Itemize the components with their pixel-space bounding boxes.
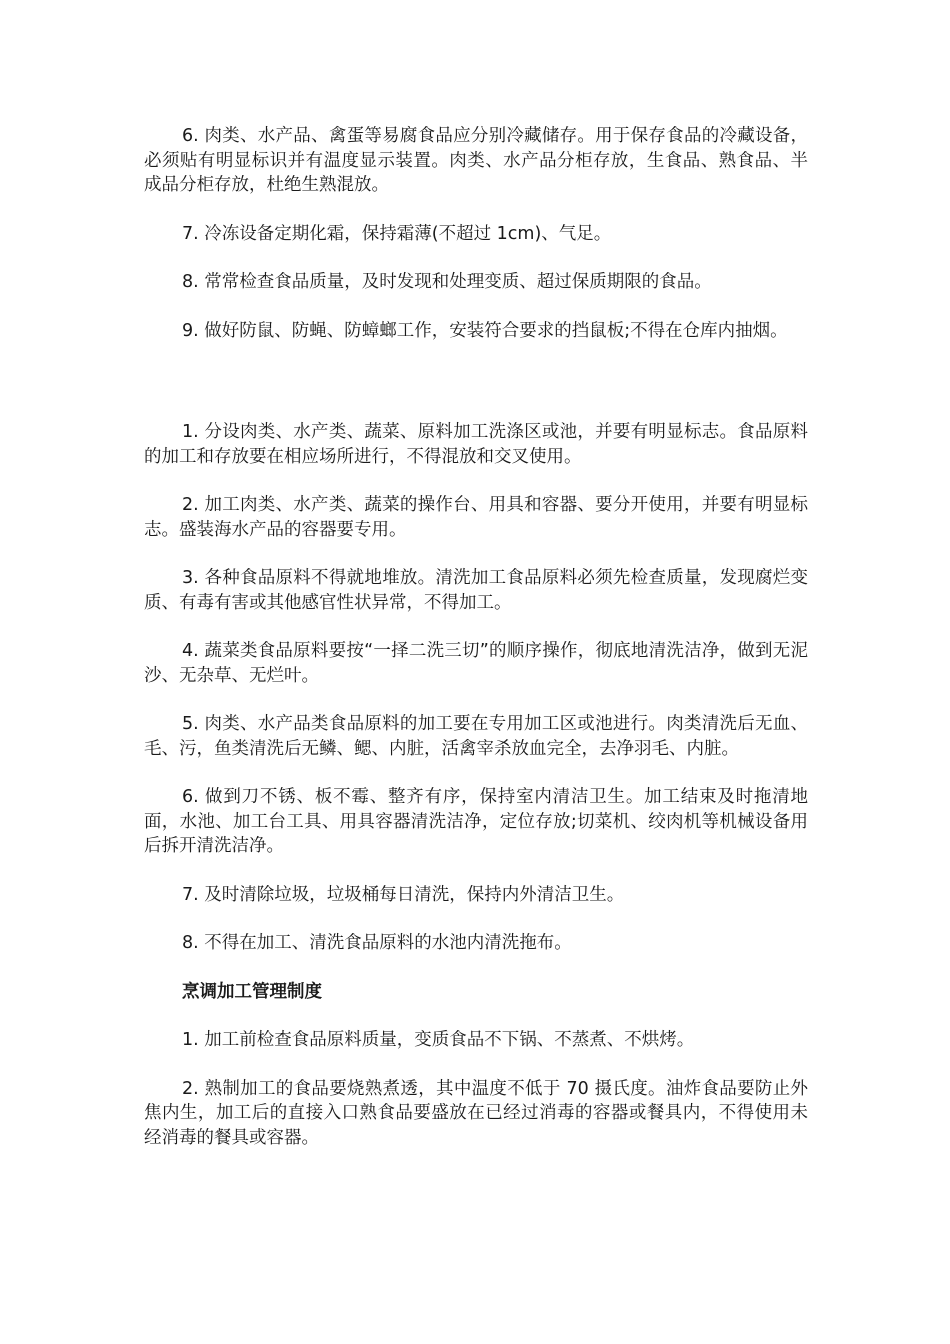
processing-item-2: 2. 加工肉类、水产类、蔬菜的操作台、用具和容器、要分开使用，并要有明显标志。盛装海水产品的容器要专用。	[144, 495, 808, 540]
processing-item-6: 6. 做到刀不锈、板不霉、整齐有序，保持室内清洁卫生。加工结束及时拖清地面，水池、加工台工具、用具容器清洗洁净，定位存放;切菜机、绞肉机等机械设备用后拆开清洗洁净。	[144, 787, 808, 856]
storage-item-8: 8. 常常检查食品质量，及时发现和处理变质、超过保质期限的食品。	[182, 272, 712, 292]
processing-item-5: 5. 肉类、水产品类食品原料的加工要在专用加工区或池进行。肉类清洗后无血、毛、污，鱼类清洗后无鳞、鳃、内脏，活禽宰杀放血完全，去净羽毛、内脏。	[144, 714, 808, 759]
processing-item-8: 8. 不得在加工、清洗食品原料的水池内清洗拖布。	[182, 933, 572, 953]
section-spacer	[144, 367, 808, 420]
processing-item-3: 3. 各种食品原料不得就地堆放。清洗加工食品原料必须先检查质量，发现腐烂变质、有毒有害或其他感官性状异常，不得加工。	[144, 568, 808, 613]
cooking-section-heading: 烹调加工管理制度	[182, 981, 322, 1002]
cooking-item-1: 1. 加工前检查食品原料质量，变质食品不下锅、不蒸煮、不烘烤。	[182, 1030, 695, 1050]
processing-item-1: 1. 分设肉类、水产类、蔬菜、原料加工洗涤区或池，并要有明显标志。食品原料的加工和存放要在相应场所进行，不得混放和交叉使用。	[144, 422, 808, 467]
processing-item-4: 4. 蔬菜类食品原料要按“一择二洗三切”的顺序操作，彻底地清洗洁净，做到无泥沙、无杂草、无烂叶。	[144, 641, 808, 686]
document-body	[144, 124, 808, 1174]
storage-item-7: 7. 冷冻设备定期化霜，保持霜薄(不超过 1cm)、气足。	[182, 223, 612, 244]
storage-item-6: 6. 肉类、水产品、禽蛋等易腐食品应分别冷藏储存。用于保存食品的冷藏设备，必须贴有明显标识并有温度显示装置。肉类、水产品分柜存放，生食品、熟食品、半成品分柜存放，杜绝生熟混放。	[144, 126, 808, 195]
processing-item-7: 7. 及时清除垃圾，垃圾桶每日清洗，保持内外清洁卫生。	[182, 884, 625, 905]
storage-item-9: 9. 做好防鼠、防蝇、防蟑螂工作，安装符合要求的挡鼠板;不得在仓库内抽烟。	[182, 320, 788, 341]
cooking-item-2: 2. 熟制加工的食品要烧熟煮透，其中温度不低于 70 摄氏度。油炸食品要防止外焦内生，加工后的直接入口熟食品要盛放在已经过消毒的容器或餐具内，不得使用未经消毒的餐具或容器。	[144, 1078, 808, 1148]
